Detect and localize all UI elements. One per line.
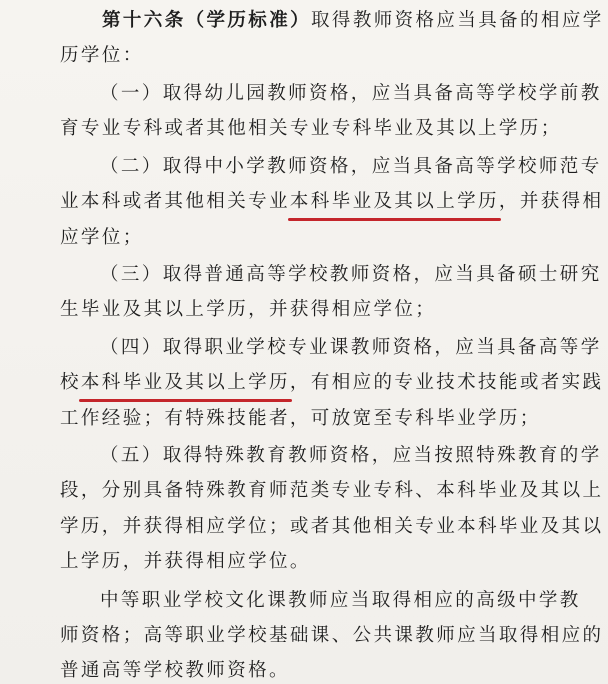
item-5-line-3: 学历，并获得相应学位；或者其他相关专业本科毕业及其以 xyxy=(60,516,604,537)
item-2-line-2-start: 业本科或者其他相关专业 xyxy=(60,191,290,212)
item-2-line-2 xyxy=(60,189,603,215)
paragraph-line-1: 中等职业学校文化课教师应当取得相应的高级中学教 xyxy=(100,590,581,611)
item-2-line-1: （二）取得中小学教师资格，应当具备高等学校师范专 xyxy=(100,156,602,177)
underlined-degree-requirement-2: 本科毕业及其以上学历 xyxy=(81,370,290,396)
item-4-line-3: 工作经验；有特殊技能者，可放宽至专科毕业学历； xyxy=(60,408,541,429)
item-5-line-4: 上学历，并获得相应学位。 xyxy=(60,551,311,572)
item-2-line-2-end: ，并获得相 xyxy=(498,191,604,212)
item-4-line-2-end: ，有相应的专业技术技能或者实践 xyxy=(289,372,604,393)
item-1-line-2: 育专业专科或者其他相关专业专科毕业及其以上学历； xyxy=(60,118,562,139)
article-intro-cont: 历学位： xyxy=(60,45,144,66)
paragraph-line-2: 师资格；高等职业学校基础课、公共课教师应当取得相应的 xyxy=(60,625,604,646)
article-heading-line xyxy=(102,8,604,34)
article-intro: 取得教师资格应当具备的相应学 xyxy=(311,10,604,31)
item-5-line-2: 段，分别具备特殊教育师范类专业专科、本科毕业及其以上 xyxy=(60,480,604,501)
underlined-degree-requirement: 本科毕业及其以上学历 xyxy=(290,189,499,215)
item-5-line-1: （五）取得特殊教育教师资格，应当按照特殊教育的学 xyxy=(100,445,602,466)
item-1-line-1: （一）取得幼儿园教师资格，应当具备高等学校学前教 xyxy=(100,83,602,104)
item-3-line-2: 生毕业及其以上学历，并获得相应学位； xyxy=(60,299,437,320)
article-title: 第十六条（学历标准） xyxy=(102,10,312,31)
item-2-line-3: 应学位； xyxy=(60,227,144,248)
paragraph-line-3: 普通高等学校教师资格。 xyxy=(60,660,290,681)
item-4-line-1: （四）取得职业学校专业课教师资格，应当具备高等学 xyxy=(100,337,602,358)
item-3-line-1: （三）取得普通高等学校教师资格，应当具备硕士研究 xyxy=(100,264,602,285)
item-4-line-2 xyxy=(60,370,603,396)
item-4-line-2-start: 校 xyxy=(60,372,81,393)
